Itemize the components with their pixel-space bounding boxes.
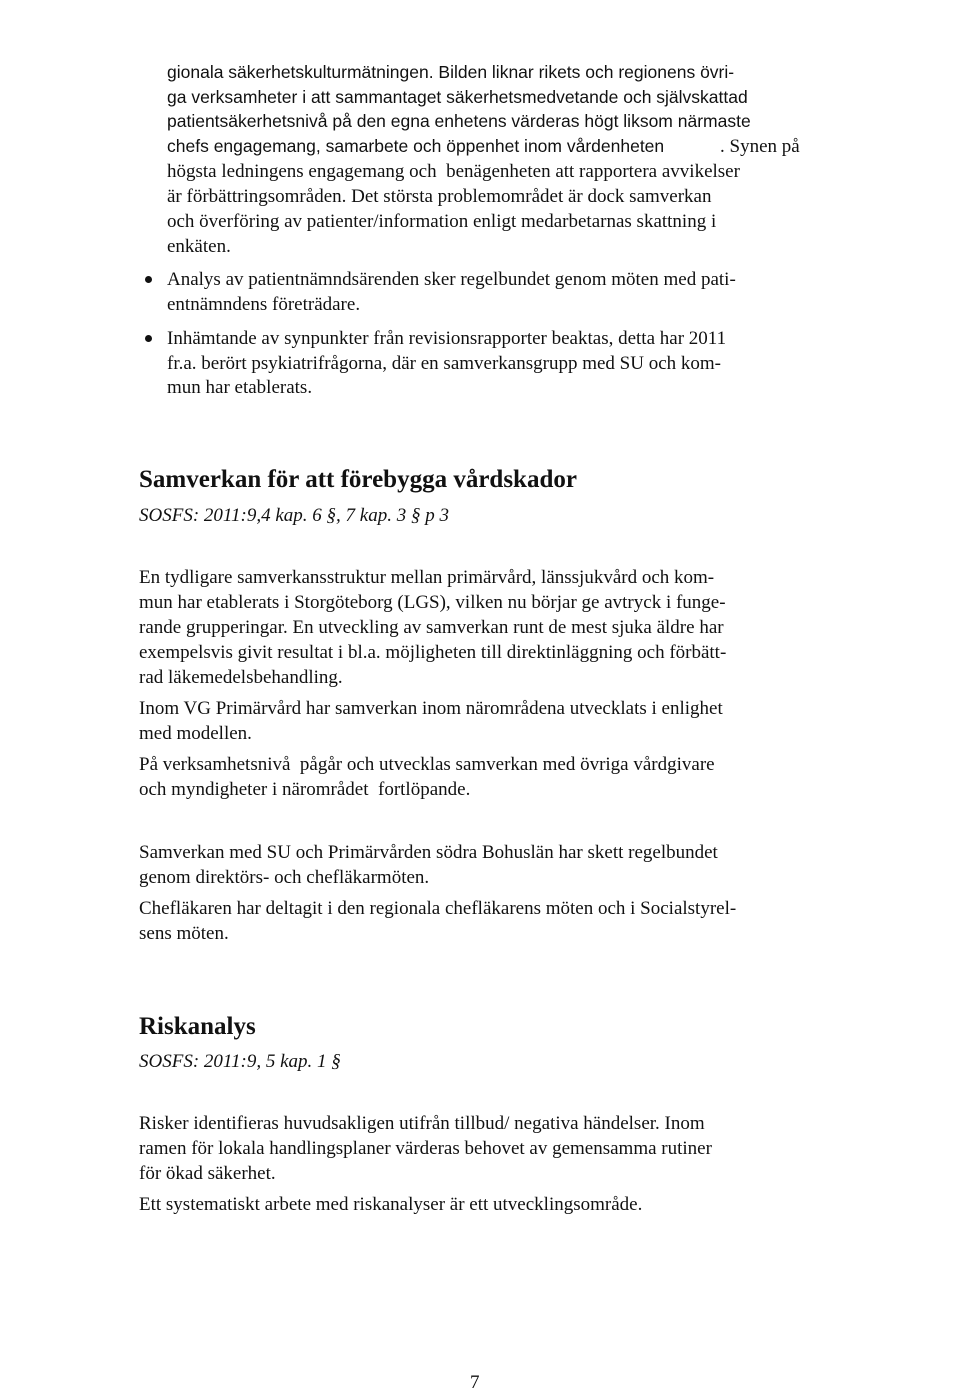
section-reference: SOSFS: 2011:9,4 kap. 6 §, 7 kap. 3 § p 3	[139, 505, 449, 526]
paragraph-line: rad läkemedelsbehandling.	[139, 667, 343, 688]
paragraph-line: genom direktörs- och chefläkarmöten.	[139, 867, 430, 888]
paragraph-line: Samverkan med SU och Primärvården södra Bohuslän har skett regelbundet	[139, 842, 718, 863]
bullet-icon	[145, 335, 152, 342]
list-item: Analys av patientnämndsärenden sker regelbundet genom möten med pati-	[167, 269, 736, 290]
paragraph-line: En tydligare samverkansstruktur mellan primärvård, länssjukvård och kom-	[139, 567, 715, 588]
intro-line: . Synen på	[720, 136, 800, 157]
intro-line: högsta ledningens engagemang och benägenheten att rapportera avvikelser	[167, 161, 740, 182]
paragraph-line: för ökad säkerhet.	[139, 1163, 276, 1184]
intro-line: patientsäkerhetsnivå på den egna enhetens värderas högt liksom närmaste	[167, 111, 751, 131]
list-item: mun har etablerats.	[167, 377, 313, 398]
intro-line: chefs engagemang, samarbete och öppenhet inom vårdenheten	[167, 136, 665, 156]
section-heading: Riskanalys	[139, 1013, 256, 1040]
intro-line: enkäten.	[167, 236, 231, 257]
paragraph-line: mun har etablerats i Storgöteborg (LGS), vilken nu börjar ge avtryck i funge-	[139, 592, 726, 613]
paragraph-line: rande grupperingar. En utveckling av samverkan runt de mest sjuka äldre har	[139, 617, 724, 638]
paragraph-line: På verksamhetsnivå pågår och utvecklas samverkan med övriga vårdgivare	[139, 754, 715, 775]
paragraph-line: ramen för lokala handlingsplaner värderas behovet av gemensamma rutiner	[139, 1138, 712, 1159]
intro-line: och överföring av patienter/information enligt medarbetarnas skattning i	[167, 211, 717, 232]
paragraph-line: Chefläkaren har deltagit i den regionala chefläkarens möten och i Socialstyrel-	[139, 898, 737, 919]
intro-line: ga verksamheter i att sammantaget säkerhetsmedvetande och självskattad	[167, 87, 748, 107]
paragraph-line: exempelsvis givit resultat i bl.a. möjligheten till direktinläggning och förbätt-	[139, 642, 727, 663]
page-number: 7	[470, 1372, 480, 1393]
paragraph-line: Risker identifieras huvudsakligen utifrån tillbud/ negativa händelser. Inom	[139, 1113, 705, 1134]
paragraph-line: och myndigheter i närområdet fortlöpande.	[139, 779, 471, 800]
paragraph-line: med modellen.	[139, 723, 252, 744]
paragraph-line: sens möten.	[139, 923, 229, 944]
bullet-icon	[145, 276, 152, 283]
list-item: entnämndens företrädare.	[167, 294, 361, 315]
section-reference: SOSFS: 2011:9, 5 kap. 1 §	[139, 1051, 341, 1072]
paragraph-line: Ett systematiskt arbete med riskanalyser är ett utvecklingsområde.	[139, 1194, 643, 1215]
intro-line: gionala säkerhetskulturmätningen. Bilden liknar rikets och regionens övri-	[167, 62, 735, 82]
section-heading: Samverkan för att förebygga vårdskador	[139, 466, 577, 493]
list-item: fr.a. berört psykiatrifrågorna, där en samverkansgrupp med SU och kom-	[167, 353, 721, 374]
paragraph-line: Inom VG Primärvård har samverkan inom närområdena utvecklats i enlighet	[139, 698, 723, 719]
list-item: Inhämtande av synpunkter från revisionsrapporter beaktas, detta har 2011	[167, 328, 727, 349]
intro-line: är förbättringsområden. Det största problemområdet är dock samverkan	[167, 186, 712, 207]
